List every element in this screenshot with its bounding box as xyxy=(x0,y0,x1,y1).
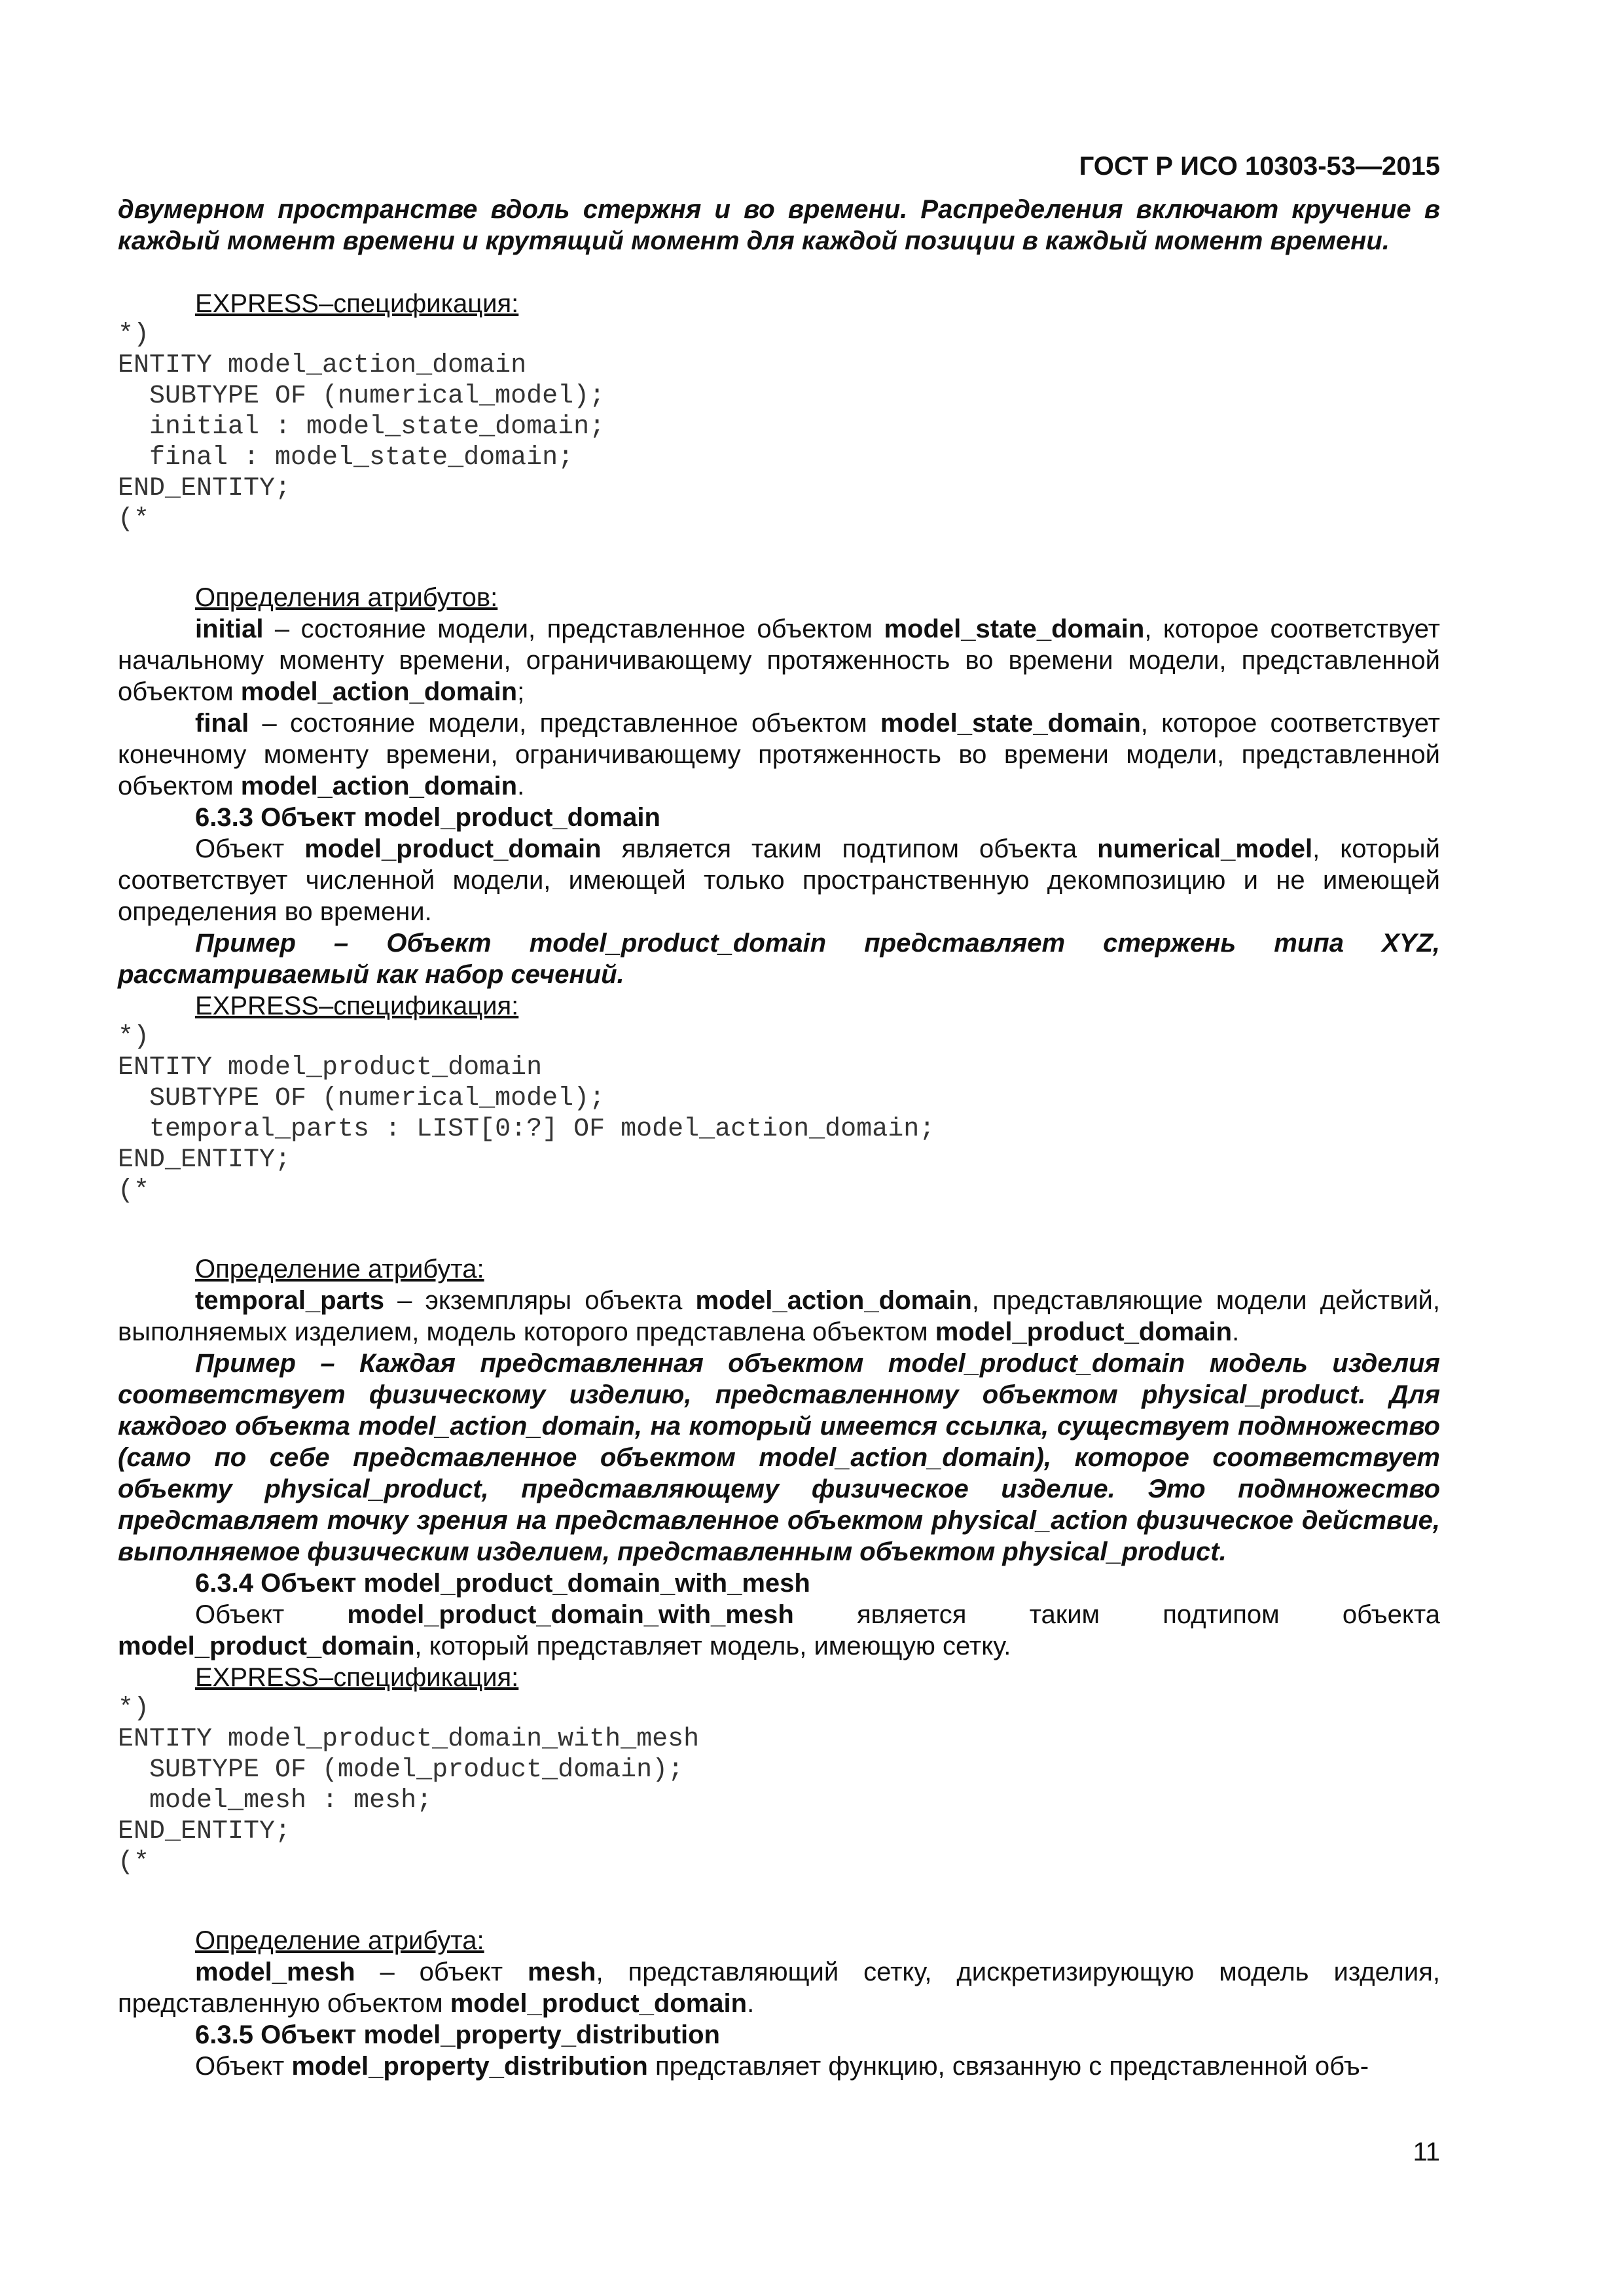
model-mesh-definition: model_mesh – объект mesh, представляющий сетку, дискретизирующую модель изделия, представленную объектом model_product_domain. xyxy=(118,1958,1440,2018)
paragraph-6-3-5: Объект model_property_distribution представляет функцию, связанную с представленной объ- xyxy=(195,2052,1369,2081)
paragraph-6-3-3: Объект model_product_domain является таким подтипом объекта numerical_model, который соответствует численной модели, имеющей только пространственную декомпозицию и не имеющей определения во времени. xyxy=(118,834,1441,926)
paragraph-6-3-4: Объект model_product_domain_with_mesh является таким подтипом объекта model_product_domain, который представляет модель, имеющую сетку. xyxy=(118,1600,1440,1660)
code-model-product-domain: *) ENTITY model_product_domain SUBTYPE OF (numerical_model); temporal_parts : LIST[0:?] OF model_action_domain; END_ENTITY; (* xyxy=(118,1022,935,1206)
express-label: EXPRESS–спецификация: xyxy=(195,289,519,318)
example-6-3-3: Пример – Объект model_product_domain представляет стержень типа XYZ, рассматриваемый как набор сечений. xyxy=(118,929,1440,989)
attr-def-label: Определение атрибута: xyxy=(195,1255,484,1283)
attr-def-label: Определение атрибута: xyxy=(195,1926,484,1955)
temporal-parts-definition: temporal_parts – экземпляры объекта model_action_domain, представляющие модели действий, выполняемых изделием, модель которого представлена объектом model_product_domain. xyxy=(118,1286,1441,1346)
term: final xyxy=(195,709,249,738)
section-heading-6-3-5: 6.3.5 Объект model_property_distribution xyxy=(195,2020,720,2049)
attr-defs-label: Определения атрибутов: xyxy=(195,583,498,612)
page-number: 11 xyxy=(1413,2138,1440,2166)
code-model-product-domain-with-mesh: *) ENTITY model_product_domain_with_mesh SUBTYPE OF (model_product_domain); model_mesh : mesh; END_ENTITY; (* xyxy=(118,1694,700,1877)
express-label: EXPRESS–спецификация: xyxy=(195,992,519,1020)
document-page xyxy=(118,151,1440,2258)
example-6-3-3-b: Пример – Каждая представленная объектом model_product_domain модель изделия соответствует физическому изделию, представленному объектом physical_product. Для каждого объекта model_action_domain, на который имеется ссылка, существует подмножество (само по себе представленное объектом model_action_domain), которое соответствует объекту physical_product, представляющему физическое изделие. Это подмножество представляет точку зрения на представленное объектом physical_action физическое действие, выполняемое физическим изделием, представленным объектом physical_product. xyxy=(118,1349,1440,1566)
intro-paragraph: двумерном пространстве вдоль стержня и во времени. Распределения включают кручение в каждый момент времени и крутящий момент для каждой позиции в каждый момент времени. xyxy=(118,195,1440,255)
express-label: EXPRESS–спецификация: xyxy=(195,1663,519,1692)
code-model-action-domain: *) ENTITY model_action_domain SUBTYPE OF (numerical_model); initial : model_state_domain; final : model_state_domain; END_ENTITY; (* xyxy=(118,320,605,534)
document-header: ГОСТ Р ИСО 10303-53—2015 xyxy=(1079,152,1440,181)
term: model_mesh xyxy=(195,1958,355,1986)
initial-definition: initial – состояние модели, представленное объектом model_state_domain, которое соответствует начальному моменту времени, ограничивающему протяженность во времени модели, представленной объектом model_action_domain; xyxy=(118,615,1440,706)
final-definition: final – состояние модели, представленное объектом model_state_domain, которое соответствует конечному моменту времени, ограничивающему протяженность во времени модели, представленной объектом model_action_domain. xyxy=(118,709,1440,800)
term: temporal_parts xyxy=(195,1286,384,1315)
term: initial xyxy=(195,615,264,643)
section-heading-6-3-3: 6.3.3 Объект model_product_domain xyxy=(195,803,660,832)
section-heading-6-3-4: 6.3.4 Объект model_product_domain_with_mesh xyxy=(195,1569,810,1598)
